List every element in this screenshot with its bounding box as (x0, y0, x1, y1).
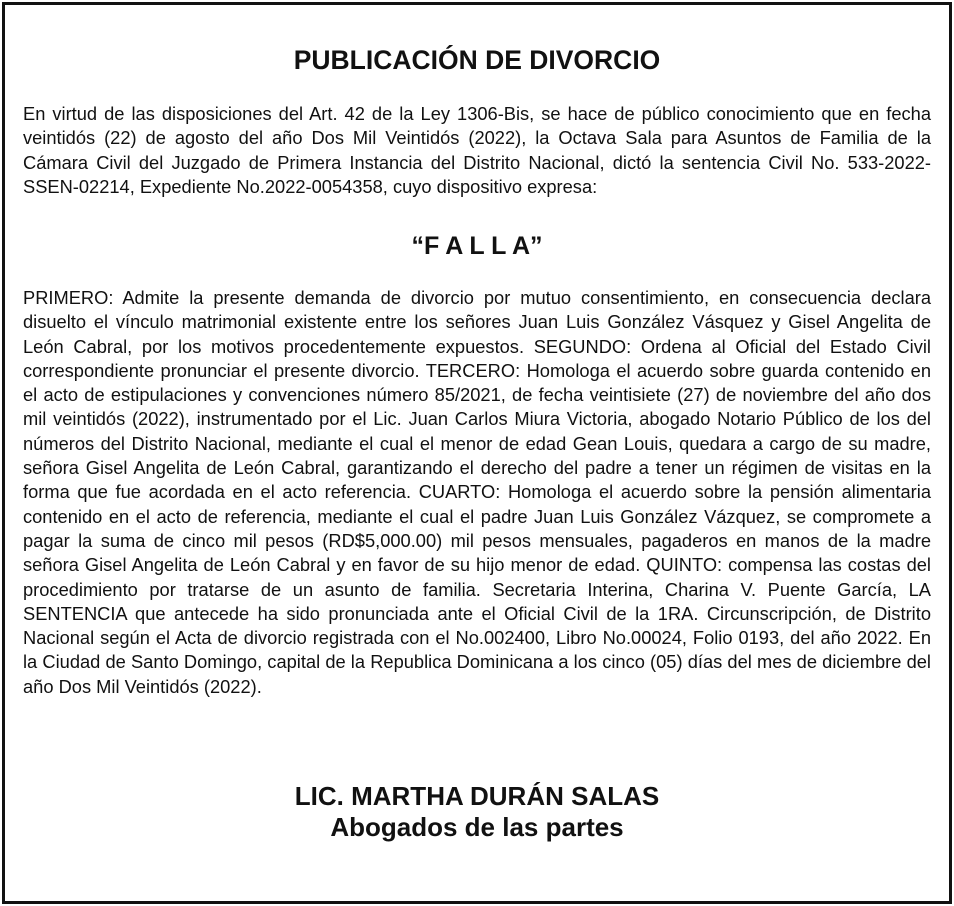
signatory-name: LIC. MARTHA DURÁN SALAS (294, 781, 660, 811)
legal-notice-box (2, 2, 952, 904)
notice-title: PUBLICACIÓN DE DIVORCIO (293, 45, 661, 75)
falla-heading: “F A L L A” (411, 232, 543, 260)
notice-content (23, 5, 931, 901)
intro-paragraph: En virtud de las disposiciones del Art. 42 de la Ley 1306-Bis, se hace de público conocimiento que en fecha veintidós (22) de agosto del año Dos Mil Veintidós (2022), la Octava Sala para Asuntos de Familia de la Cámara Civil del Juzgado de Primera Instancia del Distrito Nacional, dictó la sentencia Civil No. 533-2022-SSEN-02214, Expediente No.2022-0054358, cuyo dispositivo expresa: (23, 103, 931, 197)
signatory-role: Abogados de las partes (330, 812, 624, 842)
signature-block (23, 781, 931, 843)
ruling-paragraph: PRIMERO: Admite la presente demanda de divorcio por mutuo consentimiento, en consecuencia declara disuelto el vínculo matrimonial existente entre los señores Juan Luis González Vásquez y Gisel Angelita de León Cabral, por los motivos procedentemente expuestos. SEGUNDO: Ordena al Oficial del Estado Civil correspondiente pronunciar el presente divorcio. TERCERO: Homologa el acuerdo sobre guarda contenido en el acto de estipulaciones y convenciones número 85/2021, de fecha veintisiete (27) de noviembre del año dos mil veintidós (2022), instrumentado por el Lic. Juan Carlos Miura Victoria, abogado Notario Público de los del números del Distrito Nacional, mediante el cual el menor de edad Gean Louis, quedara a cargo de su madre, señora Gisel Angelita de León Cabral, garantizando el derecho del padre a tener un régimen de visitas en la forma que fue acordada en el acto referencia. CUARTO: Homologa el acuerdo sobre la pensión alimentaria contenido en el acto de referencia, mediante el cual el padre Juan Luis González Vázquez, se compromete a pagar la suma de cinco mil pesos (RD$5,000.00) mil pesos mensuales, pagaderos en manos de la madre señora Gisel Angelita de León Cabral y en favor de su hijo menor de edad. QUINTO: compensa las costas del procedimiento por tratarse de un asunto de familia. Secretaria Interina, Charina V. Puente García, LA SENTENCIA que antecede ha sido pronunciada ante el Oficial Civil de la 1RA. Circunscripción, de Distrito Nacional según el Acta de divorcio registrada con el No.002400, Libro No.00024, Folio 0193, del año 2022. En la Ciudad de Santo Domingo, capital de la Republica Dominicana a los cinco (05) días del mes de diciembre del año Dos Mil Veintidós (2022). (23, 287, 931, 697)
